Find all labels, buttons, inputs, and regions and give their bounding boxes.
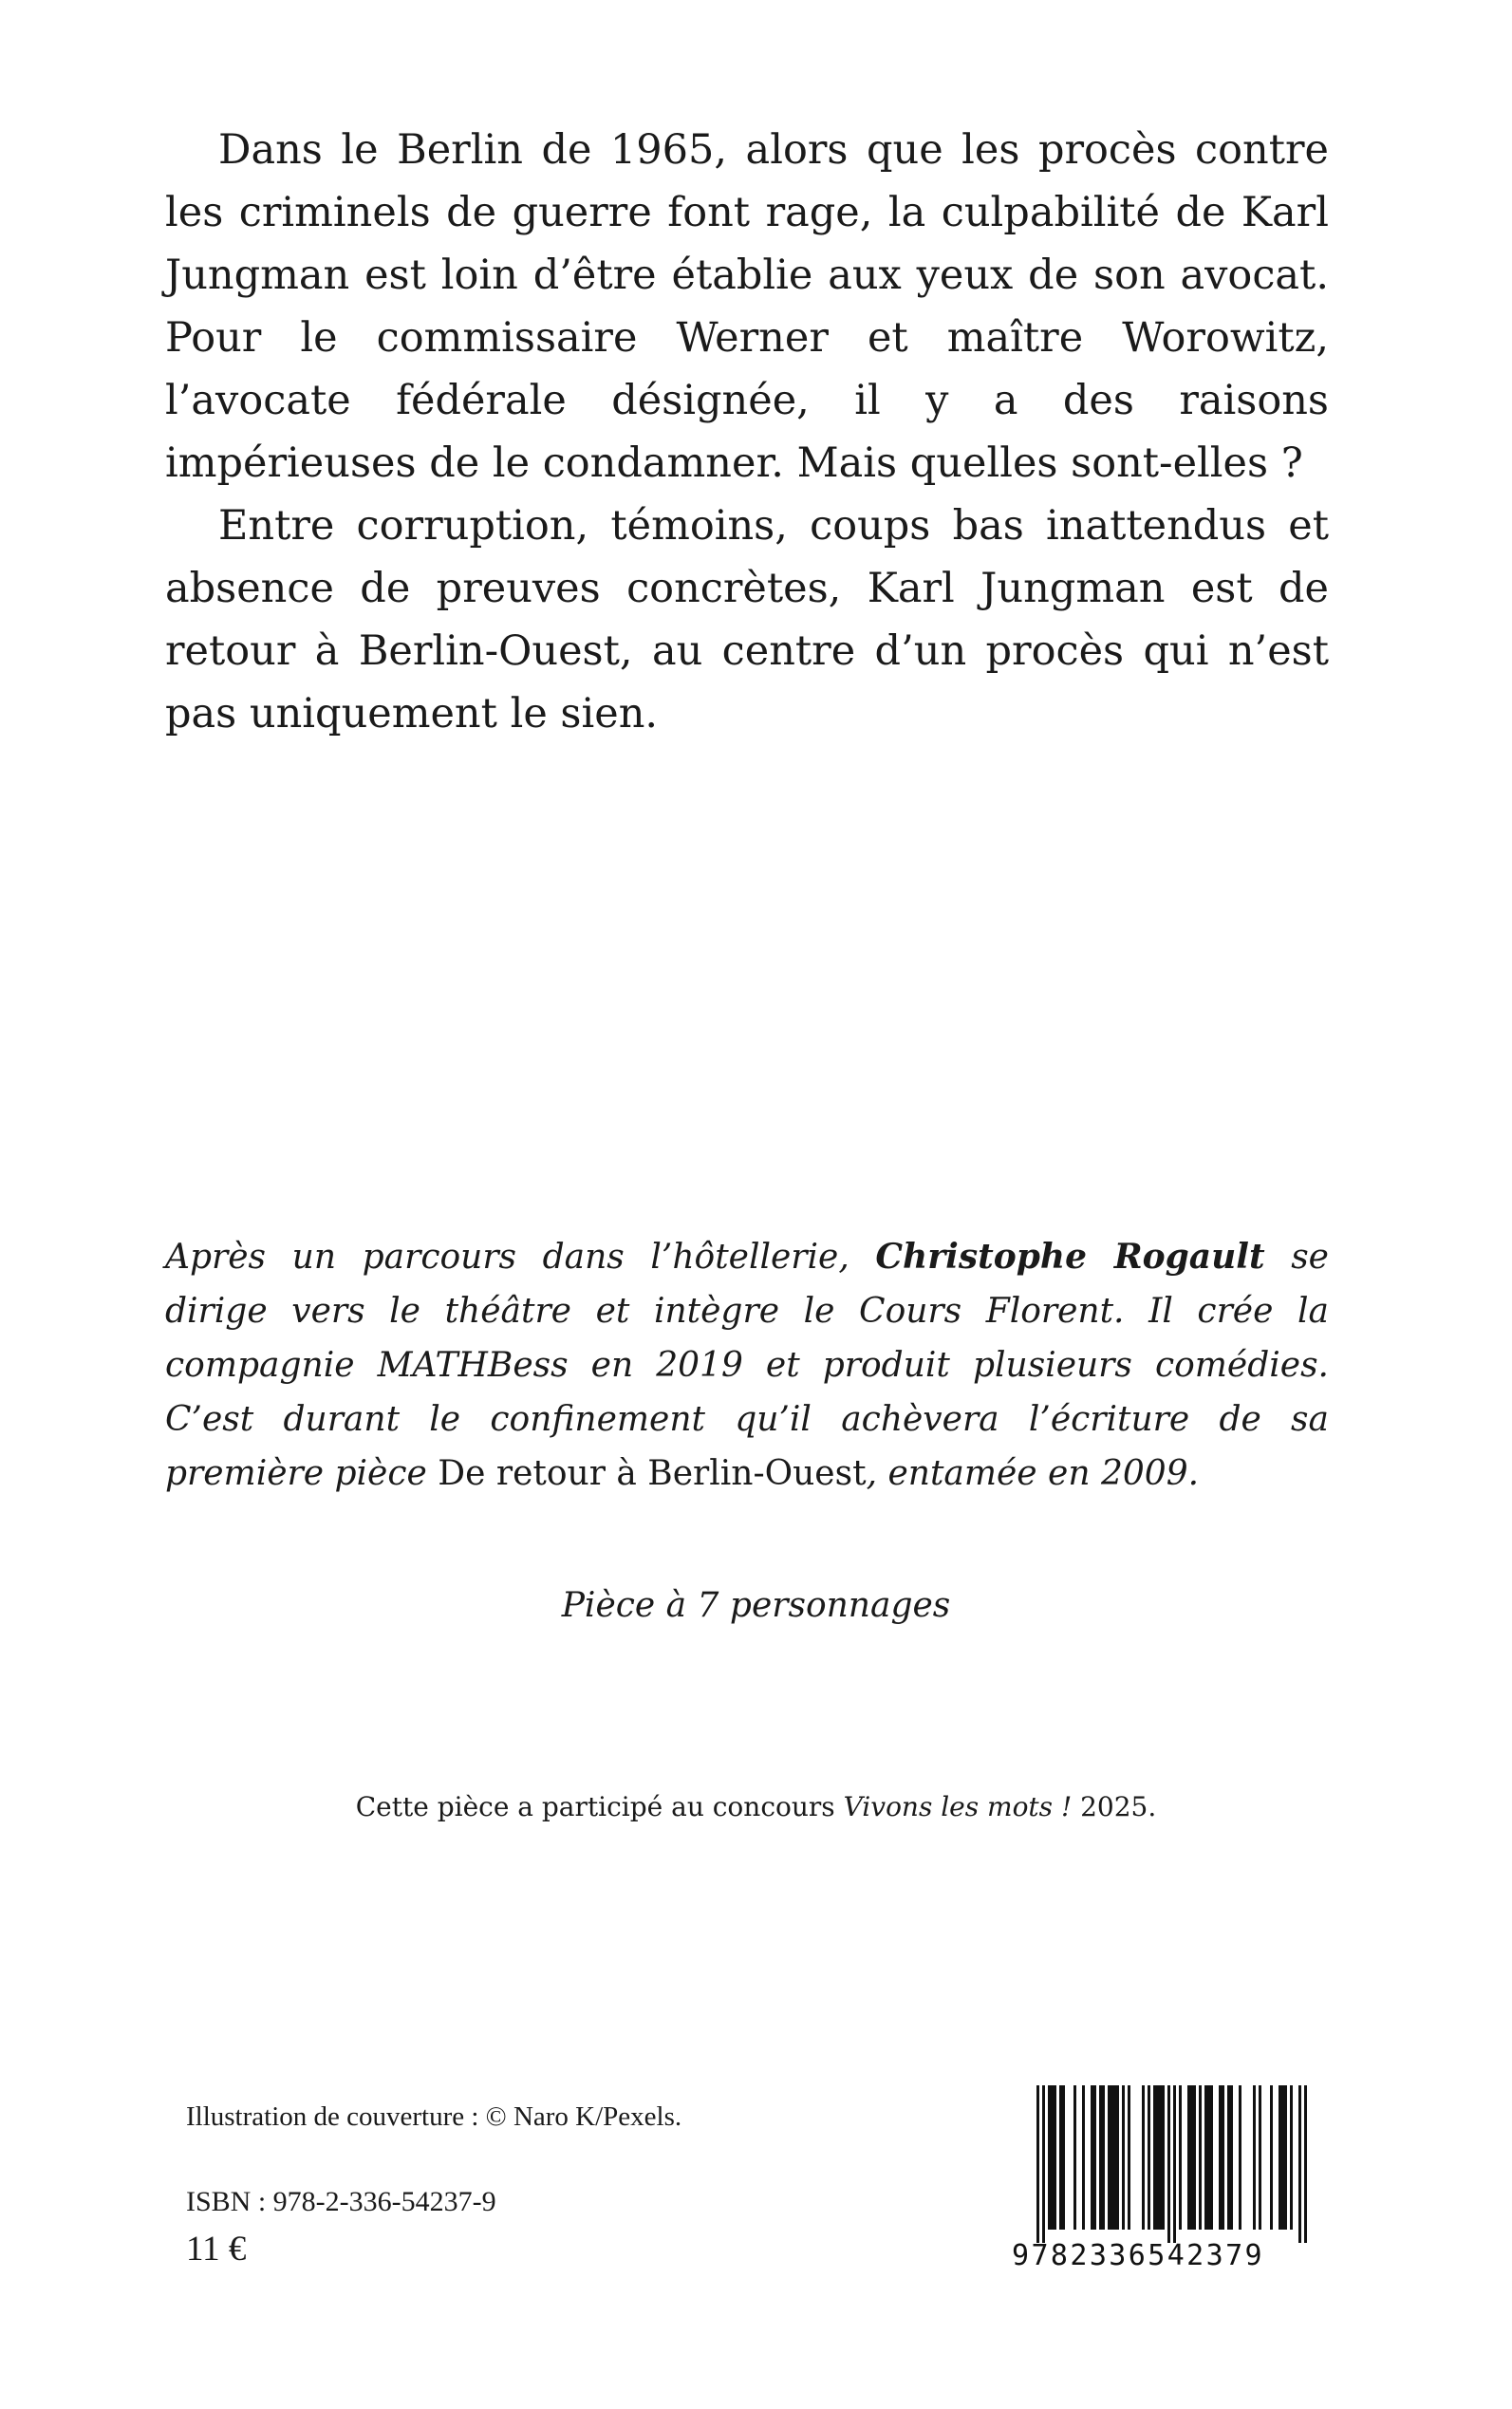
barcode-bar [1204, 2085, 1207, 2230]
barcode-bar [1187, 2085, 1190, 2230]
barcode-bar [1179, 2085, 1182, 2230]
bio-ending: , entamée en 2009. [866, 1454, 1200, 1493]
barcode-bar [1222, 2085, 1224, 2230]
synopsis-paragraph-1: Dans le Berlin de 1965, alors que les procès contre les criminels de guerre font rage, la culpabilité de Karl Jungman est loin d’être établie aux yeux de son avocat. Pour le commissaire Werner et maître Worowitz, l’avocate fédérale désignée, il y a des raisons impérieuses de le condamner. Mais quelles sont-elles ? [165, 126, 1329, 487]
barcode-bar [1156, 2085, 1159, 2230]
barcode-bar [1113, 2085, 1116, 2230]
barcode-bar [1199, 2085, 1202, 2230]
barcode-bar [1284, 2085, 1287, 2230]
barcode-bars [1012, 2085, 1325, 2247]
author-name: Christophe Rogault [875, 1237, 1265, 1277]
contest-name: Vivons les mots ! [843, 1791, 1073, 1822]
barcode-bar [1159, 2085, 1162, 2230]
barcode-bar [1279, 2085, 1281, 2230]
barcode-bar [1062, 2085, 1065, 2230]
barcode-bar [1153, 2085, 1156, 2230]
barcode-bar [1093, 2085, 1096, 2230]
barcode-bar [1122, 2085, 1125, 2230]
barcode-bar [1111, 2085, 1113, 2230]
barcode-bar [1210, 2085, 1213, 2230]
bio-body: se dirige vers le théâtre et intègre le Cours Florent. Il crée la compagnie MATHBess en 2019 et produit plusieurs comédies. C’est durant le confinement qu’il achèvera l’écriture de sa première pièce [165, 1238, 1329, 1493]
barcode-bar [1148, 2085, 1150, 2230]
cover-credit: Illustration de couverture : © Naro K/Pexels. [186, 2101, 682, 2132]
barcode-bar [1290, 2085, 1293, 2230]
barcode-bar [1142, 2085, 1145, 2230]
barcode-guard-bar [1173, 2085, 1176, 2243]
contest-year: 2025. [1072, 1791, 1157, 1822]
barcode-bar [1116, 2085, 1119, 2230]
barcode-bar [1281, 2085, 1284, 2230]
barcode-bar [1073, 2085, 1076, 2230]
synopsis-paragraph-2: Entre corruption, témoins, coups bas inattendus et absence de preuves concrètes, Karl Jungman est de retour à Berlin-Ouest, au centre d’un procès qui n’est pas uniquement le sien. [165, 502, 1329, 738]
barcode-bar [1051, 2085, 1054, 2230]
barcode-guard-bar [1036, 2085, 1039, 2243]
barcode-digits: 9782336542379 [1012, 2239, 1264, 2272]
barcode-bar [1054, 2085, 1056, 2230]
isbn: ISBN : 978-2-336-54237-9 [186, 2186, 496, 2217]
barcode-bar [1207, 2085, 1210, 2230]
barcode-bar [1227, 2085, 1230, 2230]
barcode-bar [1059, 2085, 1062, 2230]
contest-note [0, 1788, 1512, 1826]
barcode-bar [1230, 2085, 1233, 2230]
cast-note: Pièce à 7 personnages [561, 1586, 951, 1625]
barcode [1012, 2085, 1325, 2275]
barcode-bar [1091, 2085, 1093, 2230]
barcode-guard-bar [1042, 2085, 1045, 2243]
barcode-bar [1048, 2085, 1051, 2230]
price: 11 € [186, 2230, 247, 2269]
barcode-bar [1239, 2085, 1241, 2230]
barcode-bar [1190, 2085, 1193, 2230]
barcode-guard-bar [1304, 2085, 1307, 2243]
barcode-bar [1099, 2085, 1102, 2230]
barcode-bar [1259, 2085, 1261, 2230]
barcode-bar [1162, 2085, 1165, 2230]
synopsis [165, 119, 1329, 745]
barcode-bar [1082, 2085, 1085, 2230]
barcode-bar [1108, 2085, 1111, 2230]
play-title: De retour à Berlin-Ouest [438, 1454, 867, 1493]
barcode-bar [1219, 2085, 1222, 2230]
barcode-guard-bar [1167, 2085, 1170, 2243]
barcode-bar [1253, 2085, 1256, 2230]
barcode-bar [1193, 2085, 1196, 2230]
barcode-bar [1128, 2085, 1130, 2230]
author-bio [165, 1230, 1329, 1501]
bio-intro: Après un parcours dans l’hôtellerie, [165, 1238, 876, 1277]
barcode-bar [1270, 2085, 1273, 2230]
contest-intro: Cette pièce a participé au concours [355, 1791, 844, 1822]
barcode-guard-bar [1298, 2085, 1301, 2243]
barcode-bar [1102, 2085, 1105, 2230]
